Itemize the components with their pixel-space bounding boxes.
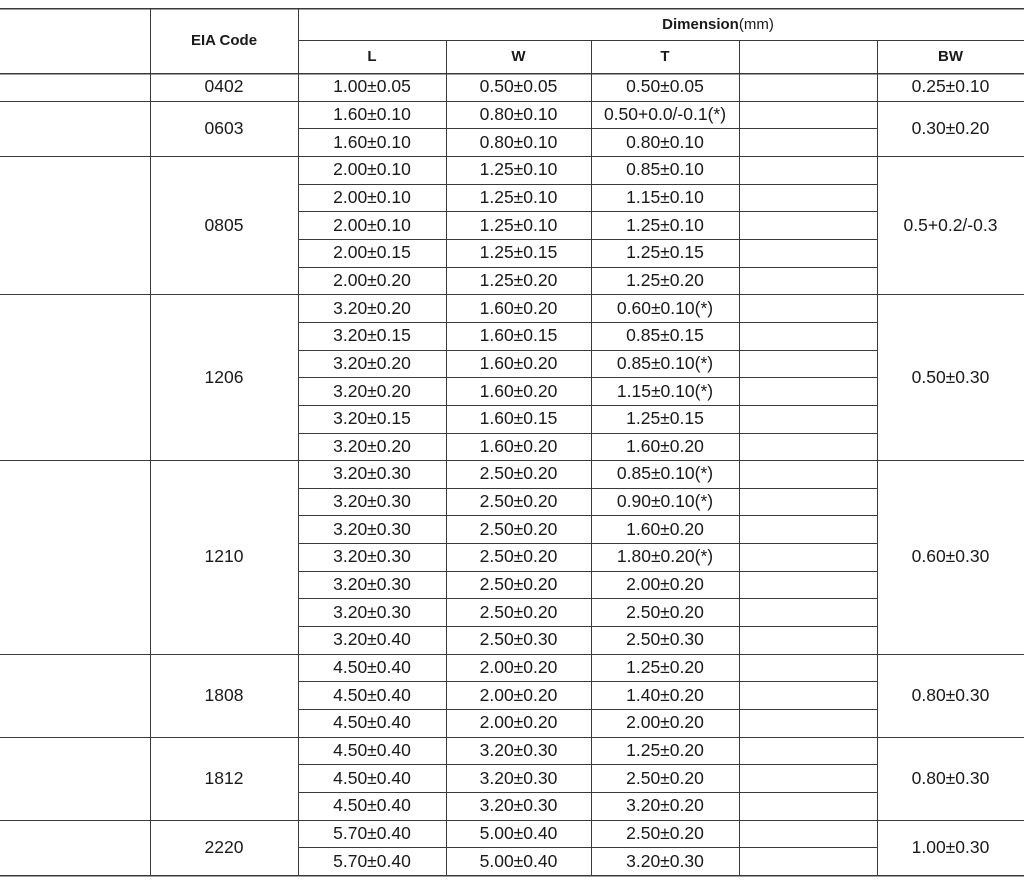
eia-code-cell: 1210 [204, 546, 244, 567]
w-cell: 2.50±0.20 [479, 546, 558, 567]
l-cell: 4.50±0.40 [333, 684, 411, 705]
w-cell: 3.20±0.30 [479, 767, 558, 788]
l-cell: 2.00±0.15 [333, 242, 411, 263]
l-cell: 3.20±0.40 [333, 629, 411, 650]
w-cell: 1.25±0.20 [479, 269, 558, 290]
empty-cell [739, 515, 877, 543]
l-cell: 4.50±0.40 [333, 795, 411, 816]
empty-cell [739, 184, 877, 212]
w-cell: 1.25±0.15 [479, 242, 558, 263]
t-cell: 2.50±0.20 [626, 767, 704, 788]
bw-cell: 0.5+0.2/-0.3 [903, 214, 998, 235]
empty-cell [739, 267, 877, 295]
w-cell: 0.80±0.10 [479, 131, 558, 152]
eia-code-cell: 0402 [204, 76, 244, 97]
empty-cell [739, 792, 877, 820]
l-cell: 1.60±0.10 [333, 131, 411, 152]
empty-cell [739, 239, 877, 267]
eia-code-cell: 1206 [204, 366, 244, 387]
t-cell: 2.00±0.20 [626, 712, 704, 733]
empty-cell [739, 654, 877, 682]
empty-cell [739, 488, 877, 516]
l-cell: 5.70±0.40 [333, 823, 411, 843]
t-cell: 1.25±0.15 [626, 242, 704, 263]
t-cell: 0.60±0.10(*) [616, 297, 714, 318]
empty-cell [739, 322, 877, 350]
l-cell: 4.50±0.40 [333, 657, 411, 678]
bw-cell: 1.00±0.30 [911, 836, 990, 857]
l-cell: 3.20±0.30 [333, 463, 411, 484]
t-cell: 2.50±0.30 [626, 629, 704, 650]
bw-cell: 0.60±0.30 [911, 546, 990, 567]
l-cell: 3.20±0.30 [333, 546, 411, 567]
w-cell: 1.60±0.15 [479, 325, 558, 346]
w-cell: 3.20±0.30 [479, 740, 558, 761]
empty-cell [739, 460, 877, 488]
l-cell: 1.00±0.05 [333, 76, 411, 97]
t-cell: 0.50±0.05 [626, 76, 704, 97]
header-empty [739, 40, 877, 73]
empty-cell [739, 211, 877, 239]
w-cell: 3.20±0.30 [479, 795, 558, 816]
t-cell: 3.20±0.30 [626, 850, 704, 871]
bw-cell: 0.30±0.20 [911, 117, 990, 138]
empty-cell [739, 128, 877, 156]
empty-cell [739, 294, 877, 322]
w-cell: 5.00±0.40 [479, 823, 558, 843]
w-cell: 1.60±0.20 [479, 380, 558, 401]
t-cell: 0.90±0.10(*) [616, 491, 714, 512]
empty-cell [739, 626, 877, 654]
eia-code-cell: 1812 [204, 767, 244, 788]
header-dimension-unit: (mm) [738, 15, 774, 33]
header-dimension [298, 8, 1024, 40]
w-cell: 2.50±0.20 [479, 518, 558, 539]
empty-cell [739, 73, 877, 101]
l-cell: 3.20±0.30 [333, 518, 411, 539]
header-t: T [660, 48, 670, 65]
empty-cell [739, 350, 877, 378]
l-cell: 3.20±0.20 [333, 352, 411, 373]
empty-cell [739, 737, 877, 765]
eia-code-cell: 0805 [204, 214, 244, 235]
empty-cell [739, 709, 877, 737]
empty-cell [739, 764, 877, 792]
l-cell: 4.50±0.40 [333, 740, 411, 761]
t-cell: 1.25±0.20 [626, 657, 704, 678]
empty-cell [739, 598, 877, 626]
header-eia-code: EIA Code [190, 32, 258, 49]
l-cell: 3.20±0.30 [333, 574, 411, 595]
t-cell: 2.50±0.20 [626, 601, 704, 622]
l-cell: 5.70±0.40 [333, 850, 411, 871]
t-cell: 0.85±0.15 [626, 325, 704, 346]
t-cell: 0.50+0.0/-0.1(*) [603, 103, 727, 124]
w-cell: 1.25±0.10 [479, 186, 558, 207]
bw-cell: 0.50±0.30 [911, 366, 990, 387]
t-cell: 3.20±0.20 [626, 795, 704, 816]
t-cell: 1.15±0.10 [626, 186, 704, 207]
w-cell: 2.00±0.20 [479, 712, 558, 733]
eia-code-cell: 2220 [204, 836, 244, 857]
w-cell: 5.00±0.40 [479, 850, 558, 871]
t-cell: 1.25±0.20 [626, 740, 704, 761]
w-cell: 1.60±0.20 [479, 435, 558, 456]
t-cell: 1.60±0.20 [626, 435, 704, 456]
t-cell: 1.40±0.20 [626, 684, 704, 705]
l-cell: 4.50±0.40 [333, 767, 411, 788]
l-cell: 2.00±0.10 [333, 214, 411, 235]
w-cell: 2.50±0.20 [479, 574, 558, 595]
t-cell: 1.60±0.20 [626, 518, 704, 539]
empty-cell [739, 377, 877, 405]
empty-cell [739, 571, 877, 599]
w-cell: 2.50±0.20 [479, 463, 558, 484]
t-cell: 0.85±0.10 [626, 159, 704, 180]
l-cell: 2.00±0.10 [333, 159, 411, 180]
w-cell: 2.00±0.20 [479, 657, 558, 678]
w-cell: 1.60±0.20 [479, 297, 558, 318]
empty-cell [739, 433, 877, 461]
w-cell: 2.50±0.30 [479, 629, 558, 650]
w-cell: 1.25±0.10 [479, 214, 558, 235]
header-bw: BW [938, 48, 963, 65]
header-l: L [367, 48, 377, 65]
empty-cell [739, 156, 877, 184]
w-cell: 2.50±0.20 [479, 601, 558, 622]
w-cell: 0.80±0.10 [479, 103, 558, 124]
w-cell: 1.60±0.20 [479, 352, 558, 373]
t-cell: 1.15±0.10(*) [616, 380, 714, 401]
t-cell: 1.25±0.15 [626, 408, 704, 429]
l-cell: 3.20±0.20 [333, 380, 411, 401]
t-cell: 2.00±0.20 [626, 574, 704, 595]
eia-code-cell: 0603 [204, 117, 244, 138]
header-dimension-label: Dimension [662, 15, 739, 33]
empty-cell [739, 405, 877, 433]
w-cell: 1.60±0.15 [479, 408, 558, 429]
empty-cell [739, 543, 877, 571]
w-cell: 2.00±0.20 [479, 684, 558, 705]
t-cell: 0.80±0.10 [626, 131, 704, 152]
t-cell: 1.25±0.10 [626, 214, 704, 235]
header-w: W [511, 48, 526, 65]
l-cell: 3.20±0.15 [333, 325, 411, 346]
t-cell: 0.85±0.10(*) [616, 352, 714, 373]
bw-cell: 0.80±0.30 [911, 684, 990, 705]
t-cell: 2.50±0.20 [626, 823, 704, 843]
eia-code-cell: 1808 [204, 684, 244, 705]
w-cell: 0.50±0.05 [479, 76, 558, 97]
l-cell: 3.20±0.15 [333, 408, 411, 429]
t-cell: 1.25±0.20 [626, 269, 704, 290]
empty-cell [739, 847, 877, 875]
empty-cell [739, 101, 877, 129]
bw-cell: 0.80±0.30 [911, 767, 990, 788]
l-cell: 3.20±0.20 [333, 435, 411, 456]
l-cell: 4.50±0.40 [333, 712, 411, 733]
l-cell: 1.60±0.10 [333, 103, 411, 124]
t-cell: 1.80±0.20(*) [616, 546, 714, 567]
l-cell: 2.00±0.20 [333, 269, 411, 290]
bw-cell: 0.25±0.10 [911, 76, 990, 97]
l-cell: 3.20±0.20 [333, 297, 411, 318]
l-cell: 2.00±0.10 [333, 186, 411, 207]
l-cell: 3.20±0.30 [333, 491, 411, 512]
t-cell: 0.85±0.10(*) [616, 463, 714, 484]
w-cell: 2.50±0.20 [479, 491, 558, 512]
w-cell: 1.25±0.10 [479, 159, 558, 180]
l-cell: 3.20±0.30 [333, 601, 411, 622]
empty-cell [739, 820, 877, 848]
empty-cell [739, 681, 877, 709]
